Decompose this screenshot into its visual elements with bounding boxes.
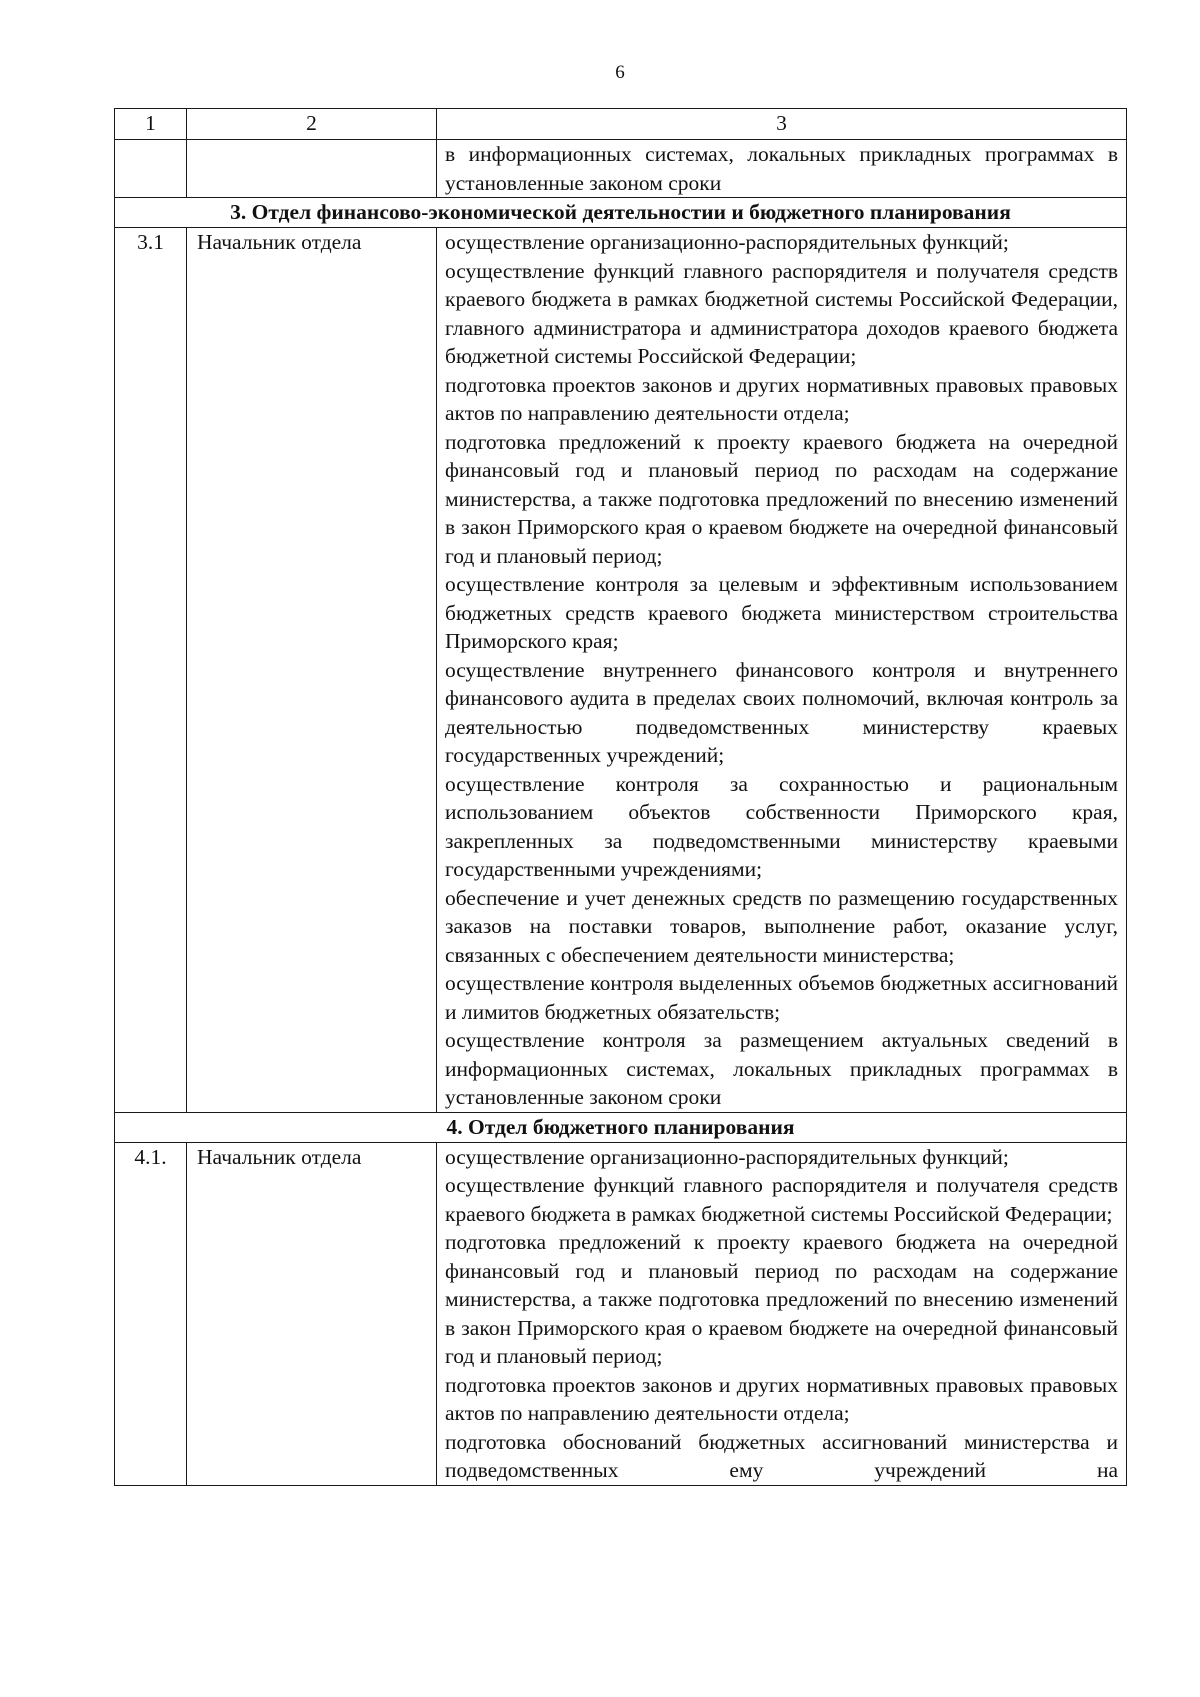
row-number-cell: 3.1 [115, 228, 187, 1113]
column-number-3: 3 [437, 109, 1127, 140]
column-number-1: 1 [115, 109, 187, 140]
duty-paragraph: осуществление организационно-распорядительных функций; [445, 230, 1009, 254]
duty-paragraph: подготовка проектов законов и других нормативных правовых правовых актов по направлению деятельности отдела; [445, 372, 1118, 425]
duty-paragraph: обеспечение и учет денежных средств по размещению государственных заказов на поставки товаров, выполнение работ, оказание услуг, связанных с обеспечением деятельности министерства; [445, 885, 1118, 967]
table-row [115, 1142, 1127, 1485]
duty-paragraph: осуществление контроля за размещением актуальных сведений в информационных системах, локальных прикладных программах в установленные законом сроки [445, 1028, 1118, 1109]
table-row [115, 228, 1127, 1113]
duty-paragraph: осуществление организационно-распорядительных функций; [445, 1144, 1009, 1169]
section-heading-row [115, 1112, 1127, 1142]
page-number: 6 [615, 62, 625, 83]
duty-paragraph: осуществление внутреннего финансового контроля и внутреннего финансового аудита в пределах своих полномочий, включая контроль за деятельностью подведомственных министерству краевых государственных учреждений; [445, 657, 1118, 767]
column-number-row [115, 109, 1127, 140]
row-number-cell: 4.1. [115, 1142, 187, 1485]
duty-paragraph: подготовка предложений к проекту краевого бюджета на очередной финансовый год и плановый период по расходам на содержание министерства, а также подготовка предложений по внесению изменений в закон Приморского края о краевом бюджете на очередной финансовый год и плановый период; [445, 429, 1118, 568]
duty-paragraph: осуществление контроля за целевым и эффективным использованием бюджетных средств краевого бюджета министерством строительства Приморского края; [445, 572, 1118, 653]
section-heading-row [115, 198, 1127, 228]
duty-paragraph: осуществление функций главного распорядителя и получателя средств краевого бюджета в рамках бюджетной системы Российской Федерации; [445, 1173, 1118, 1226]
duties-table [114, 108, 1127, 1486]
duties-cell [437, 228, 1127, 1113]
duty-paragraph: подготовка предложений к проекту краевого бюджета на очередной финансовый год и плановый период по расходам на содержание министерства, а также подготовка предложений по внесению изменений в закон Приморского края о краевом бюджете на очередной финансовый год и плановый период; [445, 1230, 1118, 1368]
duty-paragraph: подготовка проектов законов и других нормативных правовых правовых актов по направлению деятельности отдела; [445, 1372, 1118, 1425]
section-4-title: 4. Отдел бюджетного планирования [115, 1112, 1127, 1142]
duty-paragraph: в информационных системах, локальных прикладных программах в установленные законом сроки [445, 142, 1118, 195]
row-number-cell [115, 140, 187, 198]
position-cell [187, 140, 437, 198]
position-cell: Начальник отдела [187, 1142, 437, 1485]
duty-paragraph: осуществление функций главного распорядителя и получателя средств краевого бюджета в рамках бюджетной системы Российской Федерации, главного администратора и администратора доходов краевого бюджета бюджетной системы Российской Федерации; [445, 258, 1118, 368]
position-cell: Начальник отдела [187, 228, 437, 1113]
column-number-2: 2 [187, 109, 437, 140]
duties-cell [437, 140, 1127, 198]
section-3-title: 3. Отдел финансово-экономической деятельностии и бюджетного планирования [115, 198, 1127, 228]
duty-paragraph: подготовка обоснований бюджетных ассигнований министерства и подведомственных ему учреждений на [445, 1429, 1118, 1482]
continuation-row [115, 140, 1127, 198]
duties-cell [437, 1142, 1127, 1485]
duty-paragraph: осуществление контроля выделенных объемов бюджетных ассигнований и лимитов бюджетных обязательств; [445, 971, 1118, 1024]
duty-paragraph: осуществление контроля за сохранностью и рациональным использованием объектов собственности Приморского края, закрепленных за подведомственными министерству краевыми государственными учреждениями; [445, 771, 1118, 881]
